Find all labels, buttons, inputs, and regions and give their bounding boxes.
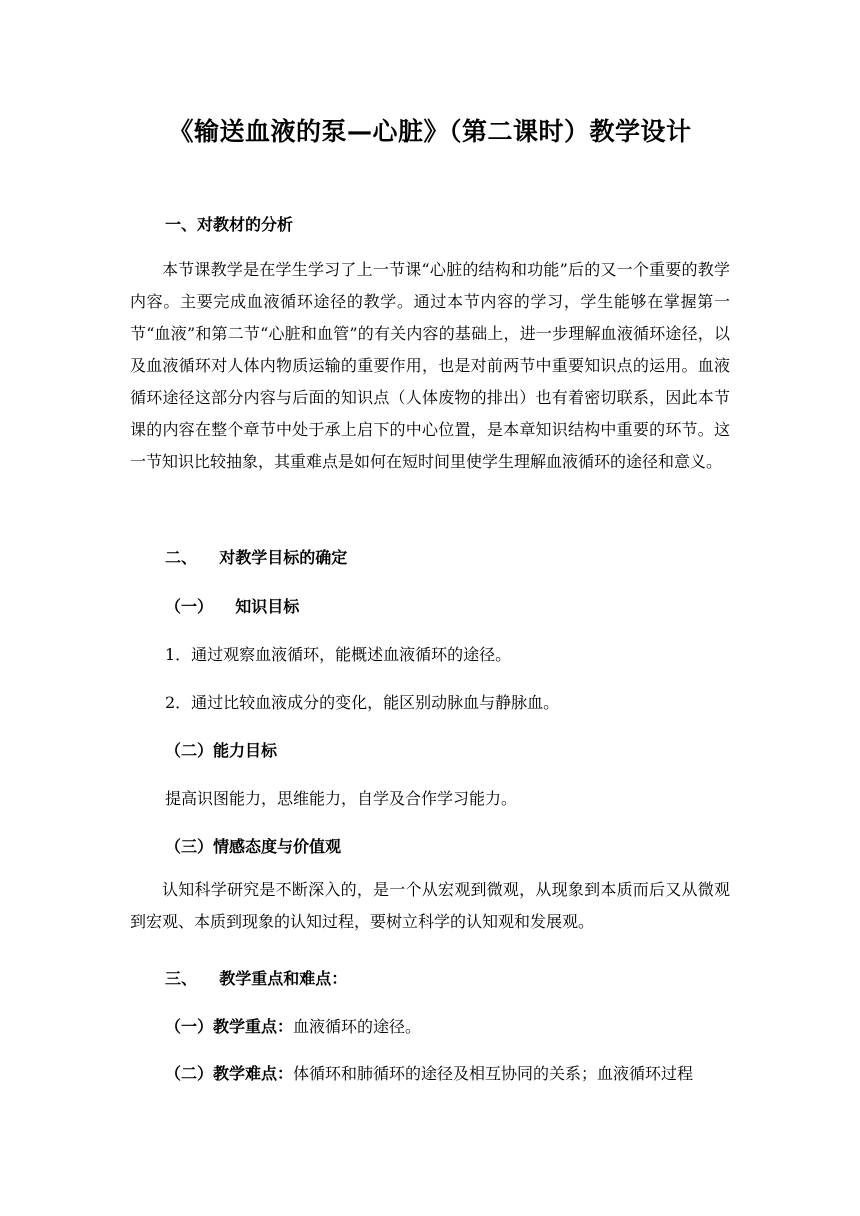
key-point-label: （一）教学重点： bbox=[165, 1017, 294, 1036]
attitude-goal-paragraph: 认知科学研究是不断深入的，是一个从宏观到微观，从现象到本质而后又从微观到宏观、本质到现象的认知过程，要树立科学的认知观和发展观。 bbox=[130, 880, 730, 931]
document-title: 《输送血液的泵—心脏》（第二课时）教学设计 bbox=[168, 117, 692, 146]
section2-heading: 二、 对教学目标的确定 bbox=[165, 548, 348, 567]
section3-heading: 三、 教学重点和难点： bbox=[165, 969, 348, 988]
key-point-line bbox=[165, 1014, 421, 1037]
knowledge-goal-heading: （一） 知识目标 bbox=[165, 597, 300, 616]
difficult-point-text: 体循环和肺循环的途径及相互协同的关系；血液循环过程 bbox=[293, 1064, 694, 1083]
knowledge-goal-item-1: 1．通过观察血液循环，能概述血液循环的途径。 bbox=[165, 645, 512, 664]
difficult-point-line bbox=[165, 1061, 693, 1084]
knowledge-goal-item-2: 2．通过比较血液成分的变化，能区别动脉血与静脉血。 bbox=[165, 693, 560, 712]
key-point-text: 血液循环的途径。 bbox=[293, 1017, 422, 1036]
attitude-goal-heading: （三）情感态度与价值观 bbox=[165, 837, 342, 856]
section1-paragraph: 本节课教学是在学生学习了上一节课“心脏的结构和功能”后的又一个重要的教学内容。主要完成血液循环途径的教学。通过本节内容的学习，学生能够在掌握第一节“血液”和第二节“心脏和血管”的有关内容的基础上，进一步理解血液循环途径，以及血液循环对人体内物质运输的重要作用，也是对前两节中重要知识点的运用。血液循环途径这部分内容与后面的知识点（人体废物的排出）也有着密切联系，因此本节课的内容在整个章节中处于承上启下的中心位置，是本章知识结构中重要的环节。这一节知识比较抽象，其重难点是如何在短时间里使学生理解血液循环的途径和意义。 bbox=[130, 260, 730, 471]
section1-heading: 一、对教材的分析 bbox=[165, 215, 294, 234]
ability-goal-heading: （二）能力目标 bbox=[165, 741, 278, 760]
ability-goal-text: 提高识图能力，思维能力，自学及合作学习能力。 bbox=[165, 789, 518, 808]
difficult-point-label: （二）教学难点： bbox=[165, 1064, 294, 1083]
